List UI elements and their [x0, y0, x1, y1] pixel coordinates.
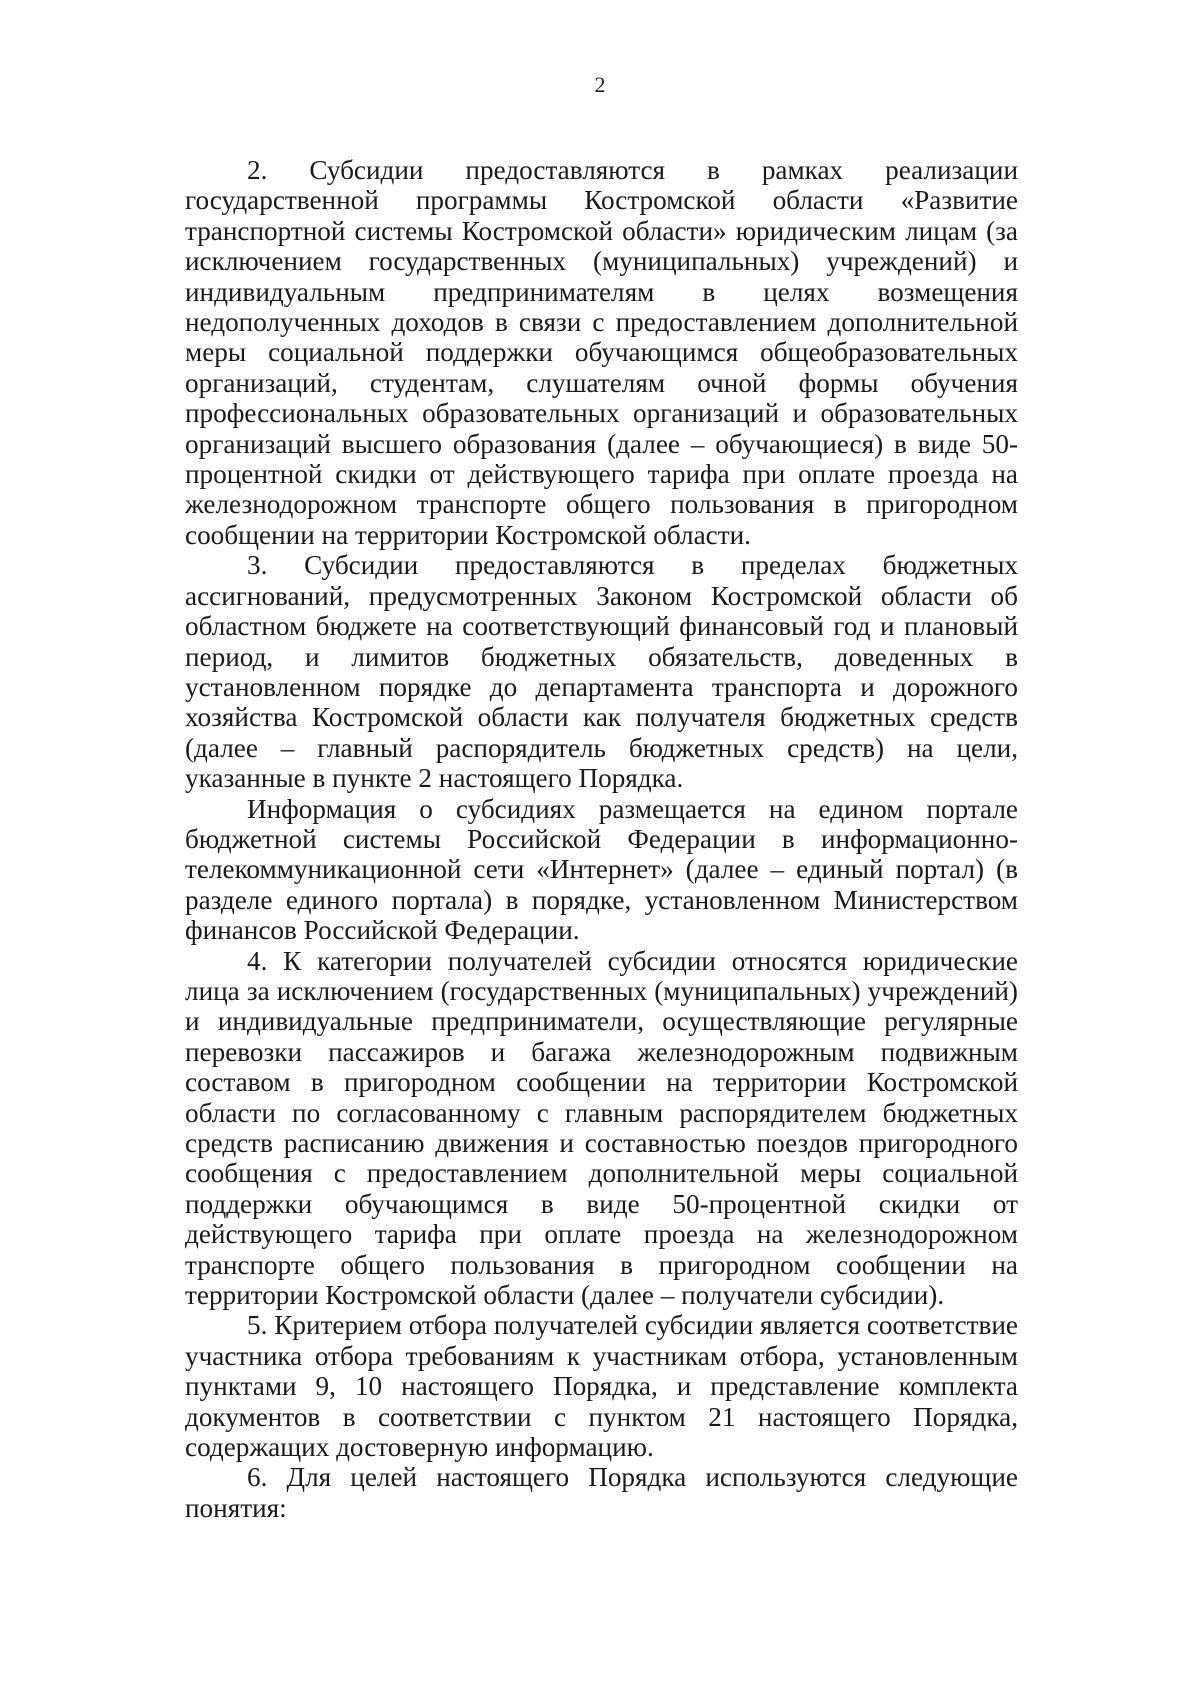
paragraph-2: 2. Субсидии предоставляются в рамках реализации государственной программы Костромской области «Развитие транспортной системы Костромской области» юридическим лицам (за исключением государственных (муниципальных) учреждений) и индивидуальным предпринимателям в целях возмещения недополученных доходов в связи с предоставлением дополнительной меры социальной поддержки обучающимся общеобразовательных организаций, студентам, слушателям очной формы обучения профессиональных образовательных организаций и образовательных организаций высшего образования (далее – обучающиеся) в виде 50-процентной скидки от действующего тарифа при оплате проезда на железнодорожном транспорте общего пользования в пригородном сообщении на территории Костромской области.: [185, 155, 1018, 550]
paragraph-3: 3. Субсидии предоставляются в пределах бюджетных ассигнований, предусмотренных Законом Костромской области об областном бюджете на соответствующий финансовый год и плановый период, и лимитов бюджетных обязательств, доведенных в установленном порядке до департамента транспорта и дорожного хозяйства Костромской области как получателя бюджетных средств (далее – главный распорядитель бюджетных средств) на цели, указанные в пункте 2 настоящего Порядка.: [185, 550, 1018, 794]
page-number: 2: [594, 72, 606, 97]
document-body: [185, 155, 1018, 1523]
paragraph-4: 4. К категории получателей субсидии относятся юридические лица за исключением (государственных (муниципальных) учреждений) и индивидуальные предприниматели, осуществляющие регулярные перевозки пассажиров и багажа железнодорожным подвижным составом в пригородном сообщении на территории Костромской области по согласованному с главным распорядителем бюджетных средств расписанию движения и составностью поездов пригородного сообщения с предоставлением дополнительной меры социальной поддержки обучающимся в виде 50-процентной скидки от действующего тарифа при оплате проезда на железнодорожном транспорте общего пользования в пригородном сообщении на территории Костромской области (далее – получатели субсидии).: [185, 945, 1018, 1311]
paragraph-5: 5. Критерием отбора получателей субсидии является соответствие участника отбора требованиям к участникам отбора, установленным пунктами 9, 10 настоящего Порядка, и представление комплекта документов в соответствии с пунктом 21 настоящего Порядка, содержащих достоверную информацию.: [185, 1310, 1018, 1463]
paragraph-3-info: Информация о субсидиях размещается на едином портале бюджетной системы Российской Федерации в информационно-телекоммуникационной сети «Интернет» (далее – единый портал) (в разделе единого портала) в порядке, установленном Министерством финансов Российской Федерации.: [185, 793, 1018, 946]
paragraph-6: 6. Для целей настоящего Порядка используются следующие понятия:: [185, 1462, 1018, 1523]
